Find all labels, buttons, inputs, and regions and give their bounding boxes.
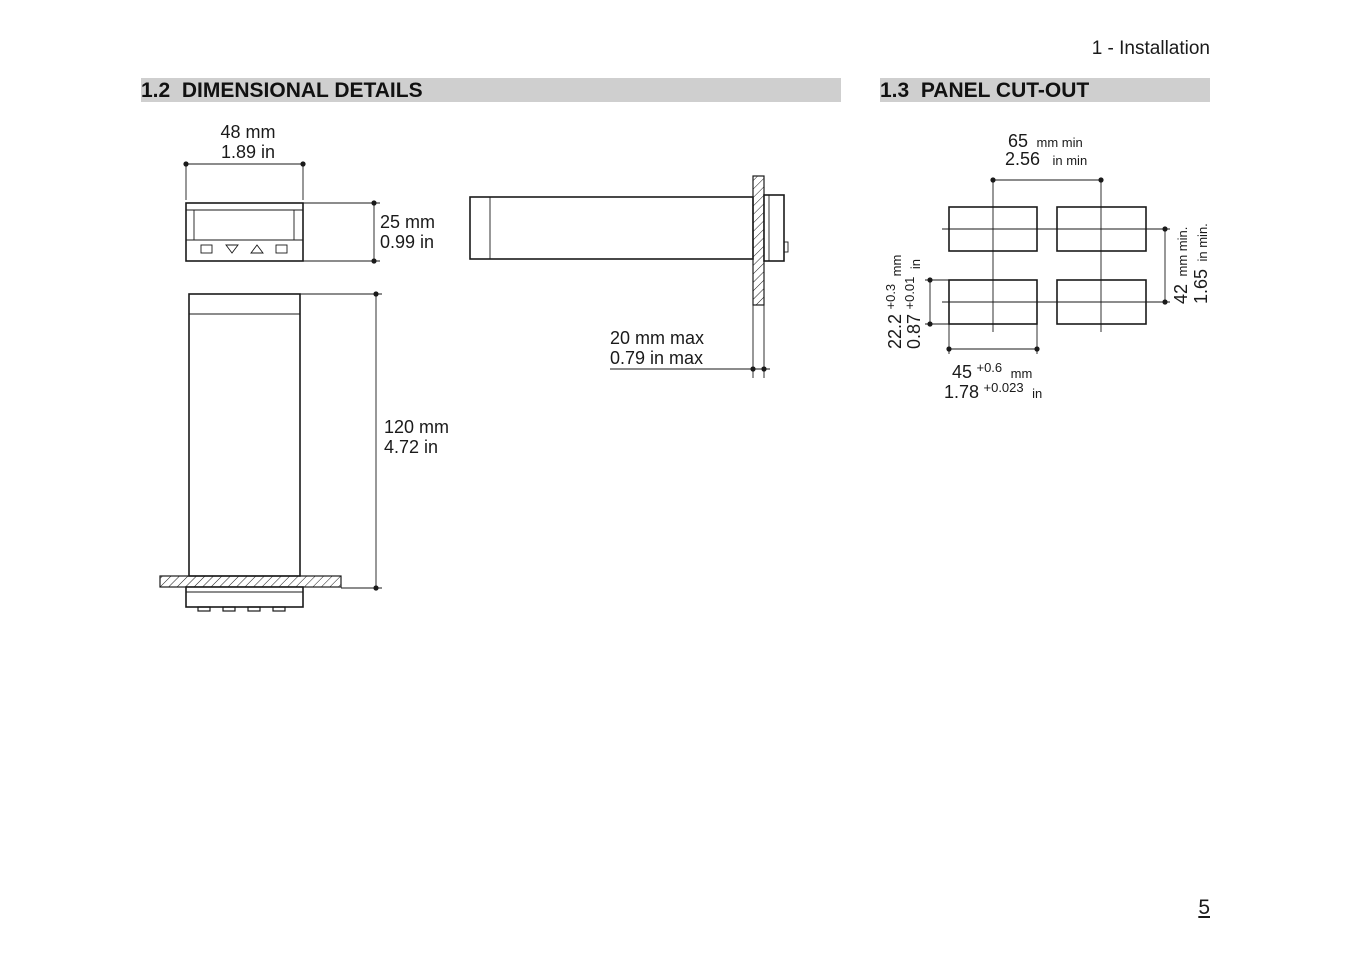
depth-dimension [300,291,449,590]
height-dimension [303,200,435,263]
width-in-label: 1.89 in [220,142,276,162]
panel-mm-label: 20 mm max [610,328,705,348]
hole-w-in-label: 1.78 $^{+0.023}$ $_{in}$ [944,380,1043,402]
height-mm-label: 25 mm [380,212,436,232]
spacing-h-mm-label: 65 mm min [1008,131,1083,151]
width-mm-label: 48 mm [220,122,276,142]
hole-h-mm-label: 22.2 $^{+0.3}$ $_{mm}$ [883,254,905,349]
chapter-title: 1 - Installation [1091,38,1210,59]
height-in-label: 0.99 in [380,232,435,252]
cutout-drawing [882,131,1211,402]
housing-side [470,197,753,259]
hole-w-mm-label: 45 $^{+0.6}$ $_{mm}$ [952,360,1033,382]
page-number: 5 [1198,896,1210,919]
panel-section-top [160,576,341,587]
section-title-panel-cut-out: 1.3 PANEL CUT-OUT [880,78,1210,102]
depth-mm-label: 120 mm [384,417,450,437]
spacing-v-mm-label: 42 mm min. [1171,226,1191,304]
panel-section [753,176,764,305]
hole-h-in-label: 0.87 $^{+0.01}$ $_{in}$ [902,259,924,349]
top-view [160,294,341,611]
bezel-top [186,587,303,607]
side-view [470,176,788,378]
width-dimension [183,122,305,200]
spacing-v-in-label: 1.65 in min. [1191,223,1211,304]
spacing-h-in-label: 2.56 in min [1005,149,1088,169]
section-title-dimensional-details: 1.2 DIMENSIONAL DETAILS [141,78,841,102]
front-panel-outline [186,203,303,261]
bezel-side [764,195,784,261]
housing-top [189,294,300,576]
front-view [186,203,303,261]
panel-in-label: 0.79 in max [610,348,704,368]
depth-in-label: 4.72 in [384,437,439,457]
